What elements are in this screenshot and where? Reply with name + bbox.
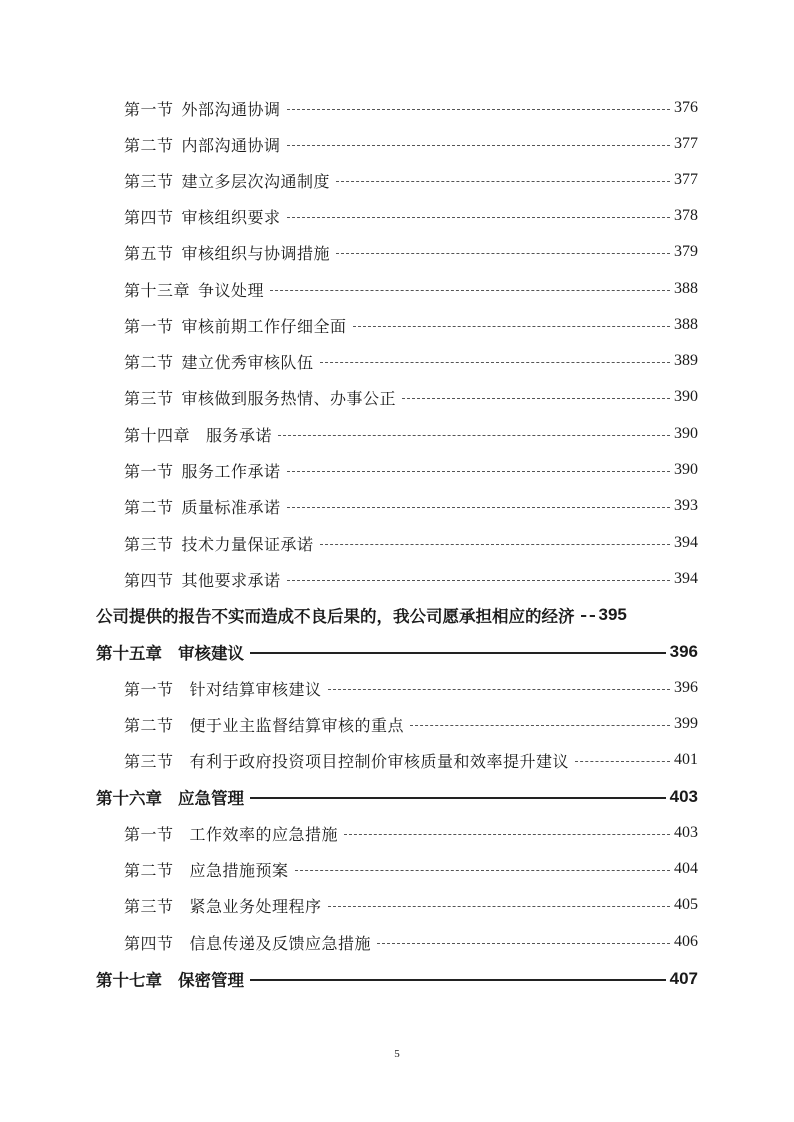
toc-entry-label: 第三节 建立多层次沟通制度 bbox=[124, 171, 331, 191]
dot-leader bbox=[353, 326, 670, 327]
dot-leader bbox=[250, 652, 666, 654]
toc-entry[interactable] bbox=[0, 856, 698, 882]
toc-entry[interactable] bbox=[0, 892, 698, 918]
dot-leader bbox=[287, 145, 670, 146]
dot-leader bbox=[336, 181, 670, 182]
toc-entry-label: 第三节 技术力量保证承诺 bbox=[124, 534, 314, 554]
toc-entry[interactable] bbox=[0, 457, 698, 483]
toc-entry[interactable] bbox=[0, 203, 698, 229]
dot-leader bbox=[336, 253, 670, 254]
page-number-footer: 5 bbox=[394, 1048, 400, 1060]
toc-entry-label: 第十六章 应急管理 bbox=[96, 789, 244, 808]
toc-entry-label: 第十三章 争议处理 bbox=[124, 280, 265, 300]
toc-page-number: 396 bbox=[674, 679, 698, 696]
toc-entry[interactable] bbox=[0, 929, 698, 955]
toc-page-number: 388 bbox=[674, 280, 698, 297]
toc-page-number: 393 bbox=[674, 497, 698, 514]
toc-page-number: 390 bbox=[674, 461, 698, 478]
toc-entry[interactable] bbox=[0, 675, 698, 701]
dot-leader bbox=[320, 362, 670, 363]
toc-entry[interactable] bbox=[0, 711, 698, 737]
dot-leader bbox=[287, 109, 670, 110]
toc-entry-label: 第五节 审核组织与协调措施 bbox=[124, 243, 331, 263]
dot-leader bbox=[377, 943, 670, 944]
dot-leader bbox=[287, 580, 670, 581]
toc-page-number: 404 bbox=[674, 860, 698, 877]
toc-entry-label: 第二节 应急措施预案 bbox=[124, 860, 289, 880]
toc-entry-label: 第四节 信息传递及反馈应急措施 bbox=[124, 933, 372, 953]
toc-entry[interactable] bbox=[0, 530, 698, 556]
toc-chapter-entry[interactable] bbox=[0, 966, 698, 992]
toc-page-number: 390 bbox=[674, 425, 698, 442]
toc-entry-label: 第一节 外部沟通协调 bbox=[124, 99, 281, 119]
toc-entry-label: 第三节 紧急业务处理程序 bbox=[124, 896, 322, 916]
toc-bold-entry[interactable] bbox=[0, 602, 698, 628]
toc-entry[interactable] bbox=[0, 348, 698, 374]
toc-entry-label: 第十五章 审核建议 bbox=[96, 644, 244, 663]
toc-entry-label: 第十四章 服务承诺 bbox=[124, 425, 273, 445]
dot-leader bbox=[344, 834, 670, 835]
toc-entry[interactable] bbox=[0, 95, 698, 121]
dot-leader bbox=[287, 217, 670, 218]
toc-page-number: 403 bbox=[674, 824, 698, 841]
toc-entry[interactable] bbox=[0, 239, 698, 265]
toc-page-number: 394 bbox=[674, 534, 698, 551]
toc-page-number: 377 bbox=[674, 171, 698, 188]
toc-page-number: 403 bbox=[669, 787, 698, 806]
dot-leader bbox=[295, 870, 670, 871]
toc-entry-label: 第一节 审核前期工作仔细全面 bbox=[124, 316, 347, 336]
dot-leader bbox=[402, 398, 670, 399]
toc-page-number: 378 bbox=[674, 207, 698, 224]
dot-leader bbox=[287, 507, 670, 508]
toc-page-number: 407 bbox=[669, 969, 698, 988]
toc-entry-label: 第一节 针对结算审核建议 bbox=[124, 679, 322, 699]
toc-page-number: 396 bbox=[669, 642, 698, 661]
dot-leader bbox=[270, 290, 670, 291]
toc-page-number: 399 bbox=[674, 715, 698, 732]
dot-leader bbox=[250, 797, 666, 799]
toc-page-number: 377 bbox=[674, 135, 698, 152]
toc-page-number: 405 bbox=[674, 896, 698, 913]
dot-leader bbox=[320, 544, 670, 545]
dot-leader bbox=[328, 906, 670, 907]
dot-leader bbox=[581, 615, 595, 617]
toc-entry[interactable] bbox=[0, 820, 698, 846]
toc-entry[interactable] bbox=[0, 384, 698, 410]
toc-page-number: 406 bbox=[674, 933, 698, 950]
toc-entry-label: 第二节 便于业主监督结算审核的重点 bbox=[124, 715, 405, 735]
toc-entry-label: 第一节 服务工作承诺 bbox=[124, 461, 281, 481]
toc-entry-label: 第二节 建立优秀审核队伍 bbox=[124, 352, 314, 372]
toc-page-number: 395 bbox=[598, 605, 627, 624]
toc-entry[interactable] bbox=[0, 493, 698, 519]
toc-chapter-entry[interactable] bbox=[0, 421, 698, 447]
toc-entry-label: 第三节 审核做到服务热情、办事公正 bbox=[124, 388, 397, 408]
toc-chapter-entry[interactable] bbox=[0, 784, 698, 810]
toc-entry[interactable] bbox=[0, 747, 698, 773]
toc-page-number: 390 bbox=[674, 388, 698, 405]
toc-entry-label: 第四节 其他要求承诺 bbox=[124, 570, 281, 590]
toc-entry[interactable] bbox=[0, 566, 698, 592]
toc-page-number: 401 bbox=[674, 751, 698, 768]
dot-leader bbox=[328, 689, 670, 690]
toc-entry-label: 第四节 审核组织要求 bbox=[124, 207, 281, 227]
toc-entry-label: 第二节 内部沟通协调 bbox=[124, 135, 281, 155]
toc-page-number: 394 bbox=[674, 570, 698, 587]
toc-entry[interactable] bbox=[0, 167, 698, 193]
toc-entry-label: 第二节 质量标准承诺 bbox=[124, 497, 281, 517]
toc-entry-label: 第三节 有利于政府投资项目控制价审核质量和效率提升建议 bbox=[124, 751, 570, 771]
toc-entry-label: 第十七章 保密管理 bbox=[96, 971, 244, 990]
toc-page-number: 379 bbox=[674, 243, 698, 260]
toc-entry[interactable] bbox=[0, 131, 698, 157]
toc-page-number: 388 bbox=[674, 316, 698, 333]
dot-leader bbox=[575, 761, 670, 762]
toc-page-number: 389 bbox=[674, 352, 698, 369]
toc-chapter-entry[interactable] bbox=[0, 639, 698, 665]
toc-page-number: 376 bbox=[674, 99, 698, 116]
toc-entry-label: 公司提供的报告不实而造成不良后果的，我公司愿承担相应的经济 bbox=[96, 607, 575, 626]
toc-chapter-entry[interactable] bbox=[0, 276, 698, 302]
dot-leader bbox=[278, 435, 670, 436]
toc-entry-label: 第一节 工作效率的应急措施 bbox=[124, 824, 339, 844]
toc-entry[interactable] bbox=[0, 312, 698, 338]
dot-leader bbox=[287, 471, 670, 472]
dot-leader bbox=[410, 725, 670, 726]
dot-leader bbox=[250, 979, 666, 981]
